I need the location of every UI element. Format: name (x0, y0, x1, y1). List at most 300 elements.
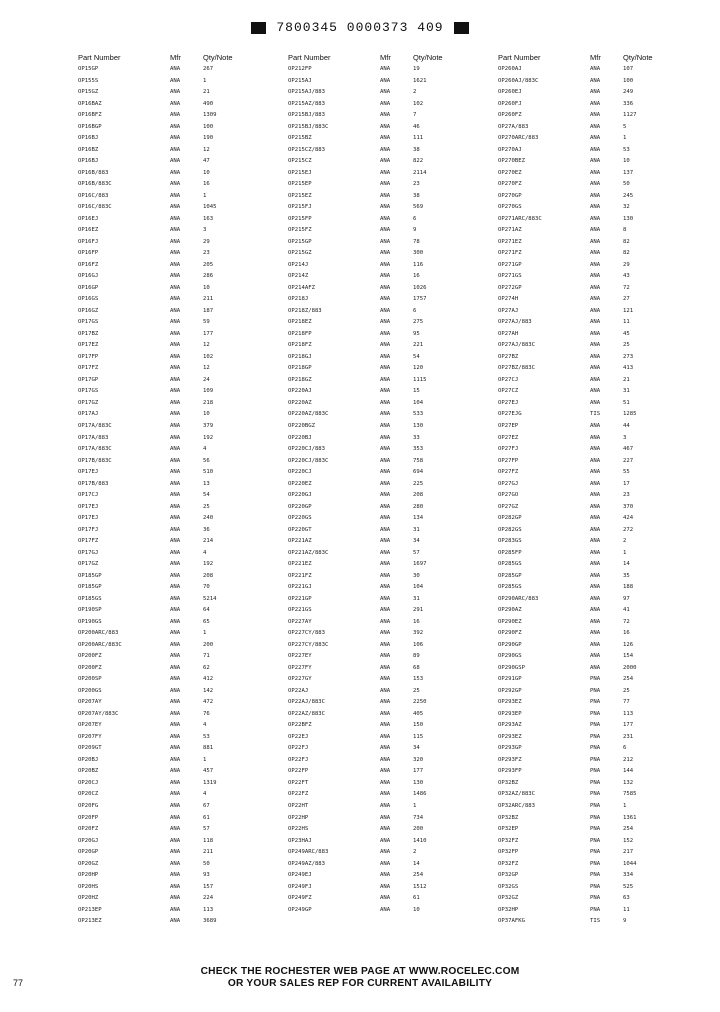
part-number-cell: OP17FZ (78, 538, 99, 545)
mfr-cell: ANA (590, 653, 601, 660)
table-row (498, 156, 663, 168)
table-row (78, 628, 243, 640)
part-number-cell: OP15GP (78, 66, 99, 72)
part-number-cell: OP282GP (498, 515, 522, 522)
mfr-cell: ANA (170, 538, 181, 545)
mfr-cell: ANA (380, 227, 391, 234)
qty-cell: 353 (413, 446, 424, 453)
qty-cell: 153 (413, 676, 424, 683)
parts-rows (498, 64, 663, 928)
part-number-cell: OP270EZ (498, 169, 522, 176)
table-row (78, 306, 243, 318)
table-row (78, 352, 243, 364)
qty-cell: 1115 (413, 376, 427, 383)
qty-cell: 245 (623, 192, 634, 199)
qty-cell: 120 (413, 365, 424, 372)
table-row (288, 363, 453, 375)
table-row (78, 617, 243, 629)
table-row (78, 594, 243, 606)
part-number-cell: OP215FZ (288, 227, 312, 234)
table-row (498, 709, 663, 721)
table-row (498, 87, 663, 99)
qty-cell: 5 (623, 123, 627, 130)
part-number-cell: OP220GP (288, 503, 312, 510)
part-number-cell: OP215FP (288, 215, 312, 222)
mfr-cell: ANA (380, 261, 391, 268)
qty-cell: 53 (623, 146, 630, 153)
mfr-cell: PNA (590, 710, 601, 717)
mfr-cell: ANA (590, 123, 601, 130)
qty-cell: 424 (623, 515, 634, 522)
table-row (288, 490, 453, 502)
qty-cell: 7 (413, 112, 417, 119)
part-number-cell: OP290FZ (498, 630, 522, 637)
mfr-cell: ANA (170, 687, 181, 694)
part-number-cell: OP218FZ (288, 342, 312, 349)
mfr-cell: ANA (380, 710, 391, 717)
table-row (498, 882, 663, 894)
table-row (498, 916, 663, 928)
table-row (288, 444, 453, 456)
qty-cell: 525 (623, 883, 634, 890)
qty-cell: 38 (413, 192, 420, 199)
mfr-cell: ANA (590, 296, 601, 303)
part-number-cell: OP16B/883C (78, 181, 112, 188)
mfr-cell: ANA (590, 399, 601, 406)
part-number-cell: OP220GS (288, 515, 312, 522)
qty-cell: 137 (623, 169, 634, 176)
part-number-cell: OP215GP (288, 238, 312, 245)
mfr-cell: ANA (170, 411, 181, 418)
table-row (498, 363, 663, 375)
qty-cell: 6 (413, 215, 417, 222)
qty-cell: 1 (203, 192, 207, 199)
table-row (498, 99, 663, 111)
table-row (288, 110, 453, 122)
part-number-cell: OP16C/883 (78, 192, 109, 199)
mfr-cell: PNA (590, 687, 601, 694)
table-row (288, 99, 453, 111)
parts-column-3 (498, 52, 663, 928)
table-row (288, 179, 453, 191)
mfr-cell: ANA (170, 492, 181, 499)
part-number-cell: OP290GS (498, 653, 522, 660)
mfr-cell: ANA (380, 469, 391, 476)
qty-cell: 472 (203, 699, 214, 706)
table-row (288, 64, 453, 76)
part-number-cell: OP271GP (498, 261, 522, 268)
part-number-cell: OP185GP (78, 572, 102, 579)
table-row (288, 76, 453, 88)
mfr-cell: ANA (380, 768, 391, 775)
qty-cell: 50 (203, 860, 210, 867)
mfr-cell: ANA (380, 284, 391, 291)
part-number-cell: OP214AFZ (288, 284, 315, 291)
table-row (78, 709, 243, 721)
column-header (288, 52, 453, 64)
table-row (288, 536, 453, 548)
qty-cell: 7585 (623, 791, 637, 798)
qty-cell: 29 (203, 238, 210, 245)
qty-cell: 1757 (413, 296, 427, 303)
mfr-cell: TIS (590, 411, 601, 418)
mfr-cell: ANA (590, 434, 601, 441)
mfr-cell: ANA (590, 169, 601, 176)
document-code-bar (0, 20, 720, 35)
part-number-cell: OP32BZ (498, 779, 519, 786)
qty-cell: 47 (203, 158, 210, 165)
qty-cell: 224 (203, 895, 214, 902)
parts-rows (288, 64, 453, 916)
table-row (288, 202, 453, 214)
mfr-cell: ANA (590, 307, 601, 314)
qty-cell: 1026 (413, 284, 427, 291)
qty-cell: 1127 (623, 112, 637, 119)
qty-cell: 23 (203, 250, 210, 257)
qty-cell: 34 (413, 745, 420, 752)
mfr-cell: ANA (170, 469, 181, 476)
part-number-cell: OP15GZ (78, 89, 99, 96)
table-row (78, 502, 243, 514)
table-row (288, 294, 453, 306)
table-row (498, 490, 663, 502)
qty-cell: 1309 (203, 112, 217, 119)
mfr-cell: ANA (170, 883, 181, 890)
qty-cell: 57 (203, 826, 210, 833)
mfr-cell: ANA (590, 77, 601, 84)
mfr-cell: ANA (590, 204, 601, 211)
mfr-cell: ANA (590, 607, 601, 614)
qty-cell: 1285 (623, 411, 637, 418)
mfr-cell: ANA (170, 641, 181, 648)
table-row (498, 513, 663, 525)
table-row (78, 179, 243, 191)
part-number-cell: OP212FP (288, 66, 312, 72)
mfr-cell: ANA (380, 215, 391, 222)
mfr-cell: PNA (590, 768, 601, 775)
header-qty-note: Qty/Note (413, 52, 443, 64)
qty-cell: 6 (413, 307, 417, 314)
mfr-cell: ANA (170, 745, 181, 752)
mfr-cell: ANA (590, 192, 601, 199)
table-row (288, 571, 453, 583)
part-number-cell: OP27FJ (498, 446, 519, 453)
part-number-cell: OP22FJ (288, 756, 309, 763)
mfr-cell: ANA (590, 446, 601, 453)
mfr-cell: ANA (380, 584, 391, 591)
part-number-cell: OP293AZ (498, 722, 522, 729)
table-row (78, 271, 243, 283)
mfr-cell: ANA (380, 169, 391, 176)
part-number-cell: OP17FZ (78, 365, 99, 372)
mfr-cell: ANA (380, 399, 391, 406)
mfr-cell: ANA (170, 918, 181, 925)
table-row (288, 375, 453, 387)
mfr-cell: ANA (170, 572, 181, 579)
table-row (498, 640, 663, 652)
mfr-cell: PNA (590, 756, 601, 763)
table-row (288, 433, 453, 445)
qty-cell: 1 (623, 803, 627, 809)
mfr-cell: ANA (380, 849, 391, 856)
mfr-cell: ANA (170, 653, 181, 660)
mfr-cell: ANA (170, 204, 181, 211)
table-row (498, 76, 663, 88)
table-row (288, 743, 453, 755)
table-row (78, 882, 243, 894)
table-row (498, 479, 663, 491)
table-row (288, 582, 453, 594)
mfr-cell: ANA (380, 411, 391, 418)
part-number-cell: OP218GJ (288, 353, 312, 360)
mfr-cell: ANA (170, 756, 181, 763)
mfr-cell: ANA (590, 664, 601, 671)
part-number-cell: OP227GY (288, 676, 312, 683)
part-number-cell: OP220BJ (288, 434, 312, 441)
qty-cell: 9 (623, 918, 627, 925)
part-number-cell: OP285GS (498, 584, 522, 591)
qty-cell: 211 (203, 849, 214, 856)
mfr-cell: ANA (590, 503, 601, 510)
mfr-cell: ANA (380, 687, 391, 694)
part-number-cell: OP227FY (288, 664, 312, 671)
table-row (78, 317, 243, 329)
table-row (78, 329, 243, 341)
qty-cell: 65 (203, 618, 210, 625)
parts-column-1 (78, 52, 243, 928)
qty-cell: 392 (413, 630, 424, 637)
mfr-cell: ANA (170, 123, 181, 130)
qty-cell: 118 (203, 837, 214, 844)
mfr-cell: ANA (380, 77, 391, 84)
part-number-cell: OP221AZ/883C (288, 549, 329, 556)
qty-cell: 2 (413, 89, 417, 96)
part-number-cell: OP285GP (498, 572, 522, 579)
qty-cell: 4 (203, 446, 207, 453)
mfr-cell: PNA (590, 872, 601, 879)
qty-cell: 32 (623, 204, 630, 211)
part-number-cell: OP17EJ (78, 515, 99, 522)
part-number-cell: OP221GS (288, 607, 312, 614)
part-number-cell: OP200ARC/883C (78, 641, 122, 648)
mfr-cell: ANA (380, 526, 391, 533)
qty-cell: 27 (623, 296, 630, 303)
qty-cell: 10 (203, 284, 210, 291)
table-row (288, 317, 453, 329)
table-row (288, 594, 453, 606)
mfr-cell: ANA (380, 457, 391, 464)
qty-cell: 413 (623, 365, 634, 372)
qty-cell: 70 (203, 584, 210, 591)
table-row (498, 168, 663, 180)
mfr-cell: ANA (590, 135, 601, 142)
qty-cell: 1410 (413, 837, 427, 844)
mfr-cell: ANA (590, 422, 601, 429)
table-row (498, 847, 663, 859)
mfr-cell: ANA (170, 215, 181, 222)
qty-cell: 82 (623, 238, 630, 245)
part-number-cell: OP271AZ (498, 227, 522, 234)
part-number-cell: OP293EZ (498, 699, 522, 706)
part-number-cell: OP16GS (78, 296, 99, 303)
table-row (498, 525, 663, 537)
mfr-cell: ANA (590, 112, 601, 119)
qty-cell: 227 (623, 457, 634, 464)
mfr-cell: ANA (170, 66, 181, 72)
mfr-cell: PNA (590, 883, 601, 890)
part-number-cell: OP16BJ (78, 158, 99, 165)
table-row (288, 145, 453, 157)
mfr-cell: ANA (380, 422, 391, 429)
table-row (288, 778, 453, 790)
part-number-cell: OP214Z (288, 273, 309, 280)
part-number-cell: OP249ARC/883 (288, 849, 329, 856)
mfr-cell: ANA (170, 849, 181, 856)
mfr-cell: PNA (590, 849, 601, 856)
column-header (498, 52, 663, 64)
qty-cell: 100 (623, 77, 634, 84)
table-row (78, 122, 243, 134)
mfr-cell: ANA (380, 779, 391, 786)
mfr-cell: ANA (590, 365, 601, 372)
table-row (78, 697, 243, 709)
qty-cell: 11 (623, 319, 630, 326)
qty-cell: 23 (623, 492, 630, 499)
part-number-cell: OP200SP (78, 676, 102, 683)
part-number-cell: OP215BJ/883 (288, 112, 326, 119)
qty-cell: 142 (203, 687, 214, 694)
table-row (78, 836, 243, 848)
qty-cell: 33 (413, 434, 420, 441)
table-row (78, 76, 243, 88)
notice-line-2: OR YOUR SALES REP FOR CURRENT AVAILABILITY (227, 978, 493, 989)
mfr-cell: ANA (590, 492, 601, 499)
table-row (78, 294, 243, 306)
table-row (78, 64, 243, 76)
qty-cell: 231 (623, 733, 634, 740)
header-qty-note: Qty/Note (203, 52, 233, 64)
table-row (498, 536, 663, 548)
part-number-cell: OP190SP (78, 607, 102, 614)
table-row (498, 502, 663, 514)
qty-cell: 38 (413, 146, 420, 153)
mfr-cell: ANA (170, 710, 181, 717)
mfr-cell: ANA (170, 365, 181, 372)
qty-cell: 5214 (203, 595, 217, 602)
qty-cell: 569 (413, 204, 424, 211)
mfr-cell: ANA (380, 572, 391, 579)
qty-cell: 12 (203, 365, 210, 372)
part-number-cell: OP293FZ (498, 756, 522, 763)
qty-cell: 78 (413, 238, 420, 245)
part-number-cell: OP17EJ (78, 503, 99, 510)
table-row (498, 329, 663, 341)
table-row (498, 778, 663, 790)
qty-cell: 25 (623, 687, 630, 694)
mfr-cell: ANA (170, 376, 181, 383)
qty-cell: 55 (623, 469, 630, 476)
qty-cell: 177 (203, 330, 214, 337)
mfr-cell: ANA (170, 146, 181, 153)
part-number-cell: OP27FZ (498, 469, 519, 476)
table-row (288, 456, 453, 468)
part-number-cell: OP27CZ (498, 388, 519, 395)
mfr-cell: ANA (170, 296, 181, 303)
part-number-cell: OP20BJ (78, 756, 99, 763)
part-number-cell: OP285GS (498, 561, 522, 568)
mfr-cell: PNA (590, 837, 601, 844)
qty-cell: 16 (413, 618, 420, 625)
table-row (78, 191, 243, 203)
mfr-cell: ANA (380, 803, 391, 809)
part-number-cell: OP213EP (78, 906, 102, 913)
qty-cell: 54 (413, 353, 420, 360)
mfr-cell: ANA (380, 181, 391, 188)
part-number-cell: OP214J (288, 261, 309, 268)
qty-cell: 111 (413, 135, 424, 142)
part-number-cell: OP27EP (498, 422, 519, 429)
table-row (288, 306, 453, 318)
part-number-cell: OP20FG (78, 803, 99, 809)
table-row (78, 156, 243, 168)
table-row (498, 433, 663, 445)
header-part-number: Part Number (288, 52, 337, 64)
mfr-cell: ANA (170, 353, 181, 360)
mfr-cell: ANA (380, 561, 391, 568)
qty-cell: 275 (413, 319, 424, 326)
part-number-cell: OP17EZ (78, 342, 99, 349)
table-row (288, 525, 453, 537)
part-number-cell: OP227CY/883 (288, 630, 326, 637)
qty-cell: 254 (413, 872, 424, 879)
table-row (498, 375, 663, 387)
table-row (498, 306, 663, 318)
part-number-cell: OP218FP (288, 330, 312, 337)
table-row (498, 905, 663, 917)
table-row (288, 847, 453, 859)
mfr-cell: ANA (590, 457, 601, 464)
table-row (498, 582, 663, 594)
part-number-cell: OP17GS (78, 319, 99, 326)
part-number-cell: OP27FP (498, 457, 519, 464)
mfr-cell: ANA (380, 307, 391, 314)
table-row (78, 260, 243, 272)
qty-cell: 11 (623, 906, 630, 913)
table-row (78, 398, 243, 410)
qty-cell: 72 (623, 284, 630, 291)
table-row (78, 283, 243, 295)
qty-cell: 221 (413, 342, 424, 349)
qty-cell: 13 (203, 480, 210, 487)
part-number-cell: OP32FZ (498, 837, 519, 844)
part-number-cell: OP207AY (78, 699, 102, 706)
parts-column-2 (288, 52, 453, 916)
part-number-cell: OP27BZ/883C (498, 365, 536, 372)
qty-cell: 467 (623, 446, 634, 453)
part-number-cell: OP249FJ (288, 883, 312, 890)
table-row (288, 283, 453, 295)
part-number-cell: OP260EJ (498, 89, 522, 96)
mfr-cell: ANA (170, 261, 181, 268)
qty-cell: 130 (623, 215, 634, 222)
part-number-cell: OP20HP (78, 872, 99, 879)
qty-cell: 217 (623, 849, 634, 856)
part-number-cell: OP215AJ/883 (288, 89, 326, 96)
mfr-cell: ANA (170, 250, 181, 257)
table-row (498, 444, 663, 456)
part-number-cell: OP215AZ/883 (288, 100, 326, 107)
mfr-cell: ANA (170, 227, 181, 234)
